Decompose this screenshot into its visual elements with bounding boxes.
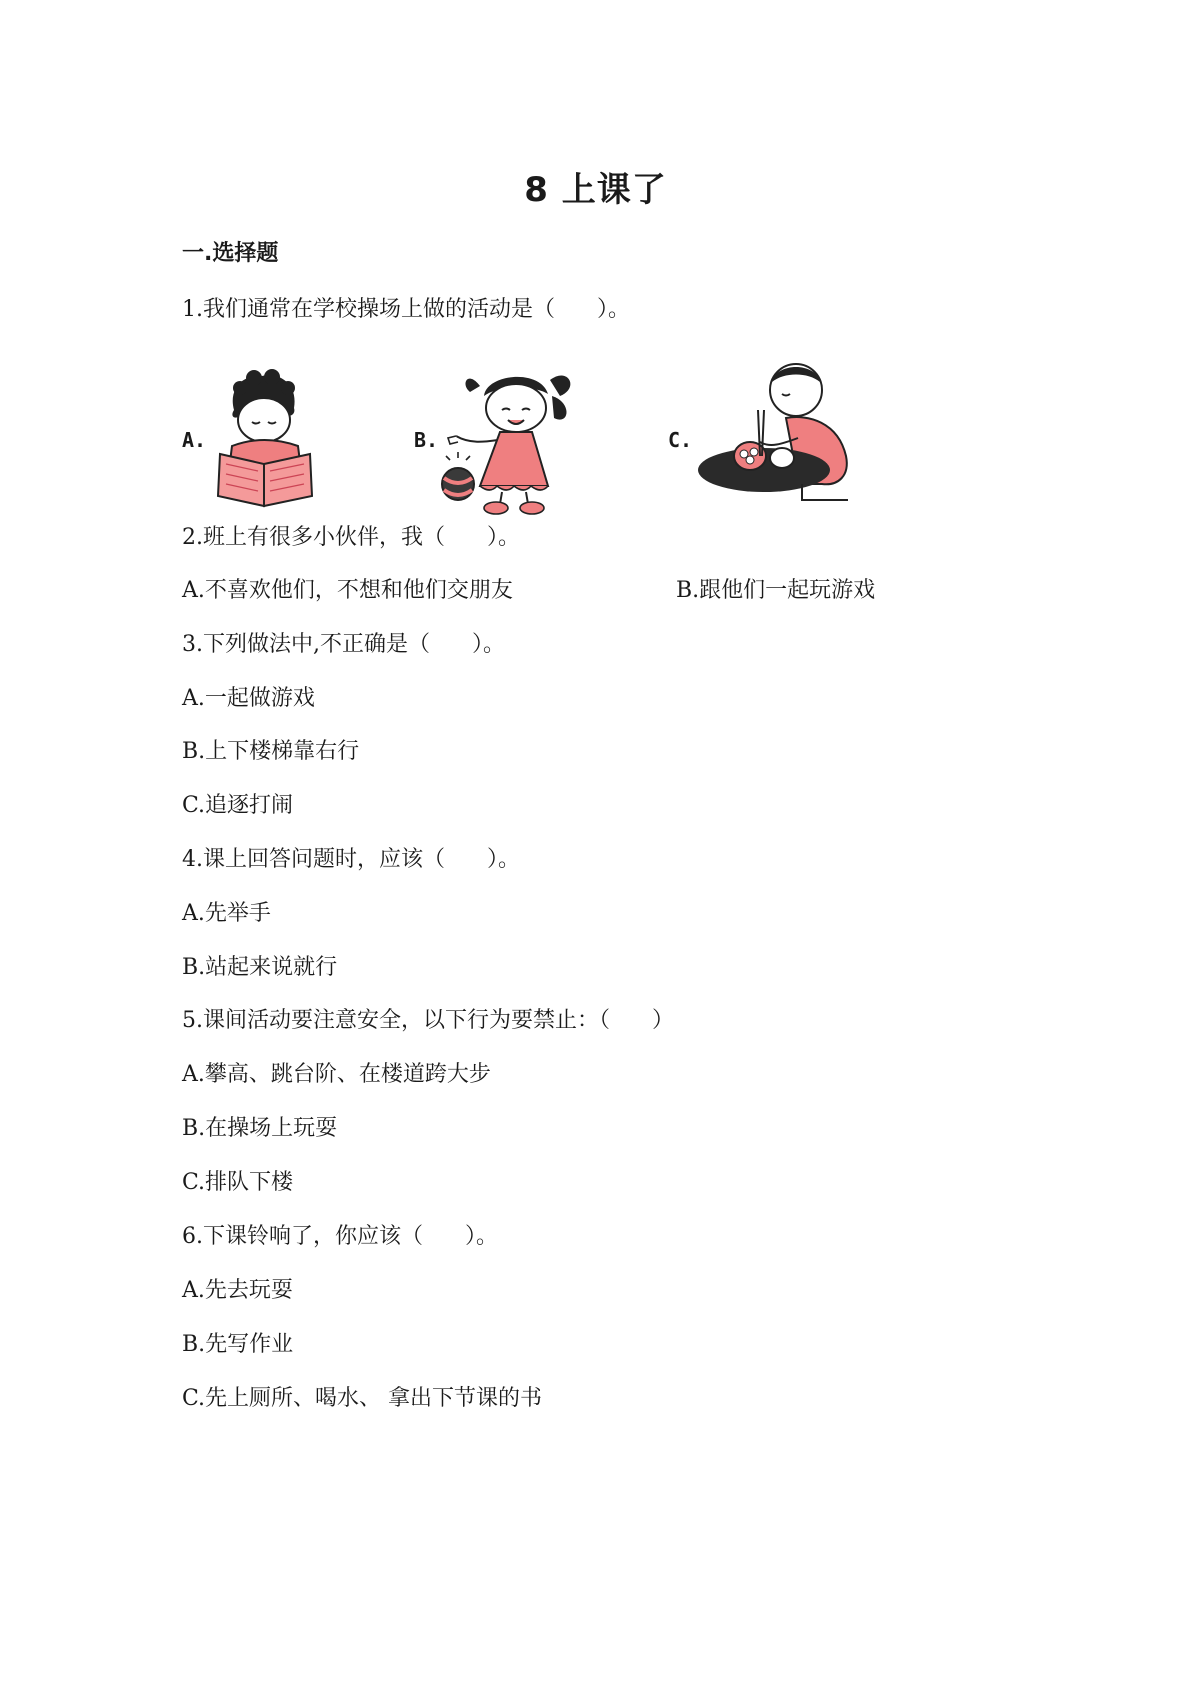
page-title: 8 上课了: [524, 170, 667, 210]
q6-option-c: C.先上厕所、喝水、 拿出下节课的书: [182, 1386, 543, 1411]
q4-option-a: A.先举手: [182, 901, 271, 926]
q3-option-b: B.上下楼梯靠右行: [182, 739, 360, 764]
q3-option-a: A.一起做游戏: [182, 686, 315, 711]
q3-option-c: C.追逐打闹: [182, 793, 294, 818]
question-6-stem: 6.下课铃响了，你应该（ ）。: [182, 1224, 498, 1249]
q1-option-b-label: B.: [414, 428, 439, 452]
boy-reading-book-image: [210, 368, 320, 508]
question-3-stem: 3.下列做法中,不正确是（ ）。: [182, 632, 505, 657]
q2-option-b: B.跟他们一起玩游戏: [676, 578, 876, 603]
question-5-stem: 5.课间活动要注意安全，以下行为要禁止：（ ）: [182, 1008, 674, 1033]
q5-option-a: A.攀高、跳台阶、在楼道跨大步: [182, 1062, 491, 1087]
girl-bouncing-ball-image: [440, 356, 590, 516]
boy-eating-meal-image: [698, 360, 858, 510]
section-heading: 一.选择题: [182, 241, 279, 266]
q5-option-c: C.排队下楼: [182, 1170, 294, 1195]
q6-option-a: A.先去玩耍: [182, 1278, 293, 1303]
question-4-stem: 4.课上回答问题时，应该（ ）。: [182, 847, 520, 872]
q4-option-b: B.站起来说就行: [182, 955, 338, 980]
q1-option-c-label: C.: [668, 428, 693, 452]
q5-option-b: B.在操场上玩耍: [182, 1116, 338, 1141]
question-2-stem: 2.班上有很多小伙伴，我（ ）。: [182, 525, 520, 550]
question-1-stem: 1.我们通常在学校操场上做的活动是（ ）。: [182, 297, 630, 322]
q1-option-a-label: A.: [182, 428, 207, 452]
q2-option-a: A.不喜欢他们，不想和他们交朋友: [182, 578, 513, 603]
q6-option-b: B.先写作业: [182, 1332, 294, 1357]
